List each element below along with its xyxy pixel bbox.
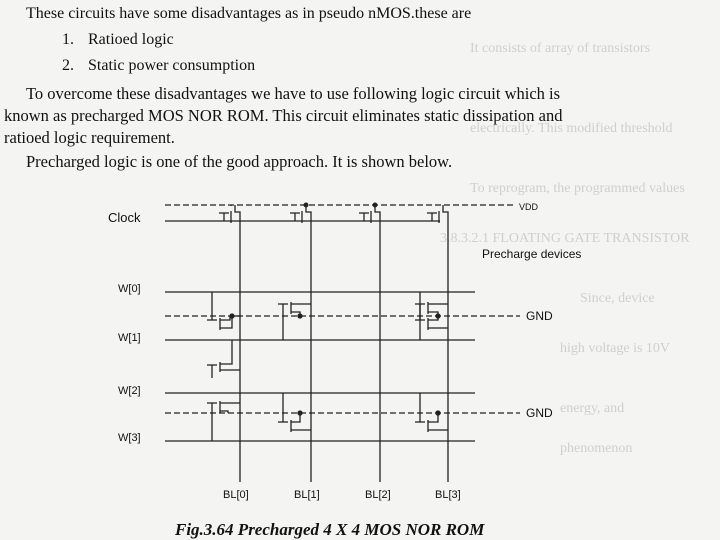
bleed-through-text: Since, device — [580, 291, 655, 306]
clock-label: Clock — [108, 210, 141, 225]
paragraph-line: known as precharged MOS NOR ROM. This circuit eliminates static dissipation and — [4, 106, 563, 125]
list-text: Static power consumption — [88, 57, 256, 74]
gnd-label: GND — [526, 309, 553, 323]
memory-transistor — [207, 340, 240, 378]
paragraph-line: To overcome these disadvantages we have to use following logic circuit which is — [26, 84, 561, 103]
bit-line-label: BL[0] — [223, 489, 249, 501]
word-line-label: W[2] — [118, 385, 141, 397]
memory-transistor — [415, 302, 448, 340]
bleed-through-text: phenomenon — [560, 441, 633, 456]
precharge-label: Precharge devices — [482, 247, 582, 261]
bit-line-label: BL[1] — [294, 489, 320, 501]
bleed-through-text: 3.8.3.2.1 FLOATING GATE TRANSISTOR — [440, 231, 690, 246]
list-text: Ratioed logic — [88, 31, 174, 48]
bleed-through-text: It consists of array of transistors — [470, 41, 651, 56]
bleed-through-text: To reprogram, the programmed values — [470, 181, 685, 196]
figure-caption: Fig.3.64 Precharged 4 X 4 MOS NOR ROM — [175, 520, 485, 539]
precharge-transistor — [427, 205, 448, 232]
memory-transistor — [207, 292, 240, 330]
vdd-label: VDD — [519, 202, 539, 212]
intro-text: These circuits have some disadvantages as in pseudo nMOS.these are — [26, 5, 472, 22]
paragraph-line: Precharged logic is one of the good approach. It is shown below. — [26, 152, 453, 171]
paragraph-line: ratioed logic requirement. — [4, 128, 175, 147]
precharge-transistor — [359, 205, 380, 232]
precharge-transistor — [290, 205, 311, 232]
list-number: 2. — [62, 57, 74, 74]
memory-transistor — [207, 401, 240, 441]
word-line-label: W[1] — [118, 332, 141, 344]
precharge-transistor — [219, 205, 240, 232]
bleed-through-text: electrically. This modified threshold — [470, 121, 673, 136]
memory-transistor — [278, 302, 311, 340]
bleed-through-text: high voltage is 10V — [560, 341, 671, 356]
bit-line-label: BL[3] — [435, 489, 461, 501]
word-line-label: W[3] — [118, 432, 141, 444]
gnd-label: GND — [526, 406, 553, 420]
bit-line-label: BL[2] — [365, 489, 391, 501]
word-line-label: W[0] — [118, 283, 141, 295]
list-number: 1. — [62, 31, 74, 48]
bleed-through-text: energy, and — [560, 401, 625, 416]
